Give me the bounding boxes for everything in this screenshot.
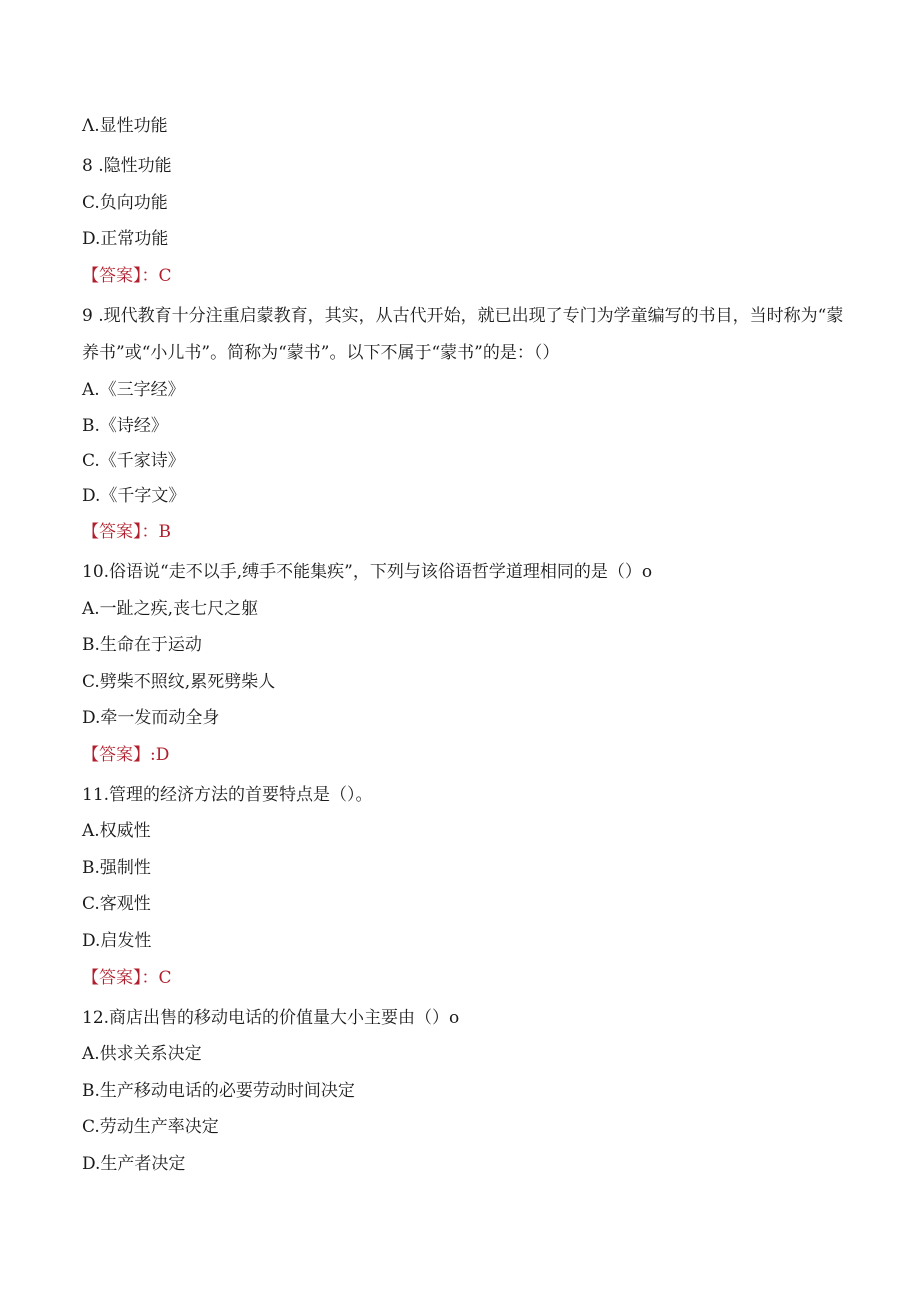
question-text: 10.俗语说“走不以手,缚手不能集疾”，下列与该俗语哲学道理相同的是（）o (82, 562, 653, 582)
question-text: 11.管理的经济方法的首要特点是（）。 (82, 785, 373, 805)
option-line: A.《三字经》 (82, 380, 185, 400)
option-line: D.《千字文》 (82, 486, 186, 506)
option-line: 8 .隐性功能 (82, 156, 172, 176)
question-text: 9 .现代教育十分注重启蒙教育，其实，从古代开始，就已出现了专门为学童编写的书目，当时称为“蒙养书”或“小儿书”。简称为“蒙书”。以下不属于“蒙书”的是：（） (82, 306, 844, 363)
answer-label: 【答案】 (82, 522, 142, 542)
option-line: D.正常功能 (82, 229, 169, 249)
option-line: Λ.显性功能 (82, 116, 168, 136)
answer-line (82, 743, 850, 767)
answer-line (82, 966, 850, 990)
option-line: A.一趾之疾,丧七尺之躯 (82, 599, 259, 619)
answer-label: 【答案】 (82, 745, 150, 765)
answer-value: ：B (141, 522, 171, 542)
option-line: A.权威性 (82, 821, 151, 841)
answer-label: 【答案】 (82, 968, 142, 988)
option-line: C.劈柴不照纹,累死劈柴人 (82, 672, 276, 692)
option-line: C.劳动生产率决定 (82, 1117, 219, 1137)
option-line: D.生产者决定 (82, 1154, 186, 1174)
question-text: 12.商店出售的移动电话的价值量大小主要由（）o (82, 1008, 460, 1028)
option-line: C.负向功能 (82, 193, 168, 213)
answer-value: ：C (141, 266, 172, 286)
answer-line (82, 264, 850, 288)
option-line: B.生命在于运动 (82, 635, 202, 655)
option-line: B.生产移动电话的必要劳动时间决定 (82, 1081, 355, 1101)
option-line: C.客观性 (82, 894, 151, 914)
answer-label: 【答案】 (82, 266, 142, 286)
option-line: C.《千家诗》 (82, 451, 185, 471)
option-line: B.《诗经》 (82, 416, 168, 436)
option-line: A.供求关系决定 (82, 1044, 202, 1064)
answer-line (82, 520, 850, 544)
answer-value: :D (150, 745, 170, 765)
option-line: D.启发性 (82, 931, 152, 951)
option-line: B.强制性 (82, 858, 151, 878)
option-line: D.牵一发而动全身 (82, 708, 220, 728)
answer-value: ：C (141, 968, 172, 988)
